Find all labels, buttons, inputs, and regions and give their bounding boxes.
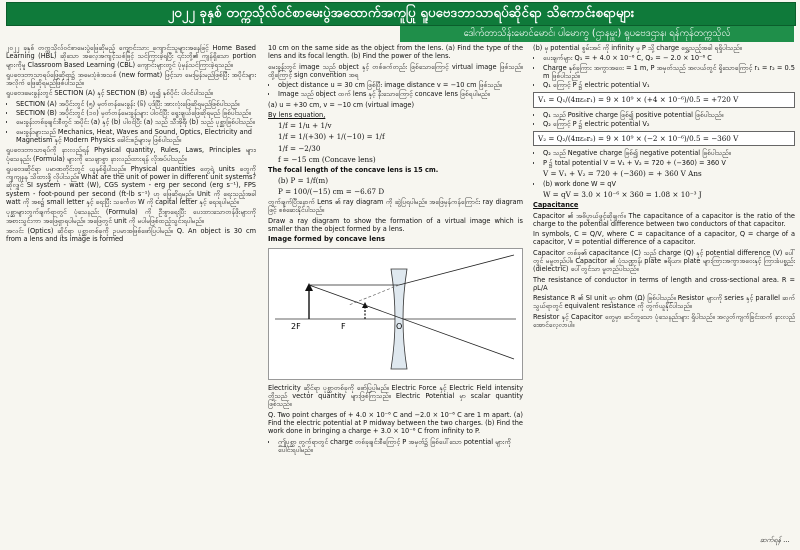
list-item: • Q₂ သည် Negative charge ဖြစ်၍ negative potential ဖြစ်ပါသည်။	[543, 149, 795, 157]
ray-diagram	[269, 249, 522, 377]
equation: 1/f = 1/(+30) + 1/(−10) = 1/f	[278, 132, 385, 142]
paragraph: ၂၀၂၂ ခုနှစ် တက္ကသိုလ်ဝင်စာမေးပွဲဖြေဆိုမည့် ကျောင်းသား ကျောင်းသူများအနေဖြင့် Home Based Learning (HBL) ဆိုသော အလေ့အကျင့်သစ်ဖြင့် သင်ကြားခဲ့ရပြီး ၎င်းတို့၏ ကျန်ရှိသော portion များကိုမူ Classroom Based Learning (CBL) ကျောင်းများတွင် ပုံမှန်သင်ကြားခဲ့ရသည်။	[6, 44, 256, 69]
list-item: • Q₂ ကြောင့် P ၌ electric potential V₂	[543, 120, 795, 128]
page-title: ၂၀၂၂ ခုနှစ် တက္ကသိုလ်ဝင်စာမေးပွဲအထောက်အကူပြု ရူပဗေဒဘာသာရပ်ဆိုင်ရာ သိကောင်းစရာများ	[167, 6, 635, 21]
list-item: • Image သည် object ထက် lens နှင့် နီးသောကြောင့် concave lens ဖြစ်ရပါမည်။	[278, 90, 523, 98]
math-block	[278, 121, 523, 163]
paragraph: Resistor နှင့် Capacitor တွေမှာ ဆင်တူသော ပုံသေနည်းများ ရှိပါသည်။ အလွတ်ကျက်ခြင်းထက် နားလည်အောင်လေ့လာပါ။	[533, 312, 795, 330]
title-banner	[6, 2, 796, 26]
bullet-list	[543, 111, 795, 129]
bullet-list	[278, 438, 523, 455]
list-item: • P ၌ total potential V = V₁ + V₂ = 720 + (−360) = 360 V	[543, 159, 795, 167]
section-heading: Capacitance	[533, 201, 579, 210]
paragraph: Electricity ဆိုင်ရာ ပုစ္ဆာတစ်ခုကို ဖော်ပြပါမည်။ Electric Force နှင့် Electric Field intensity တို့သည် vector quantity များဖြစ်ကြသည်။ Electric Potential မှာ scalar quantity ဖြစ်သည်။	[268, 383, 523, 409]
list-item: • မေးခွန်းများသည် Mechanics, Heat, Waves and Sound, Optics, Electricity and Magnetism နှင့် Modern Physics ခေါင်းစဉ်များမှ ဖြစ်ပါသည်။	[16, 128, 256, 145]
list-item: • Q₁ သည် Positive charge ဖြစ်၍ positive potential ဖြစ်ပါသည်။	[543, 111, 795, 119]
equation-box: V₂ = Q₂/(4πε₀r₂) = 9 × 10⁹ × (−2 × 10⁻⁶)/0.5 = −360 V	[533, 131, 795, 146]
optical-center-label: O	[396, 321, 403, 331]
paragraph: တွက်ချက်ပြီးနောက် Lens ၏ ray diagram ကို ဆွဲပြရပါမည်။ အဖြေမှန်ကန်ကြောင်း ray diagram ဖြင့် စစ်ဆေးနိုင်ပါသည်။	[268, 198, 523, 215]
list-item: • object distance u = 30 cm ဖြစ်ပြီး image distance v = −10 cm ဖြစ်သည်။	[278, 81, 523, 89]
ray-diverging	[399, 255, 514, 285]
focal-point-label: F	[341, 321, 346, 331]
paragraph: အလင်း (Optics) ဆိုင်ရာ ပုစ္ဆာတစ်ခုကို ဥပမာအဖြစ်ဖော်ပြပါမည်။ Q. An object is 30 cm from a lens and its image is formed	[6, 226, 256, 244]
math-block	[278, 176, 523, 196]
paragraph: ရူပဗေဒဘာသာရပ်ကို နားလည်ရန် Physical quantity, Rules, Laws, Principles များ၊ ပုံသေနည်း (Formula) များကို သေချာစွာ နားလည်ထားရန် လိုအပ်ပါသည်။	[6, 146, 256, 163]
equation: W = qV = 3.0 × 10⁻⁶ × 360 = 1.08 × 10⁻³ J	[543, 190, 702, 200]
paragraph: The resistance of conductor in terms of length and cross-sectional area. R = ρL/A	[533, 275, 795, 292]
given-values: (a) u = +30 cm, v = −10 cm (virtual image)	[268, 100, 415, 109]
equation: (b) P = 1/f(m)	[278, 175, 329, 185]
list-item: • (b) work done W = qV	[543, 180, 795, 188]
bullet-list	[543, 54, 795, 89]
ray-diagram-figure	[268, 248, 523, 380]
paragraph: Resistance R ၏ SI unit မှာ ohm (Ω) ဖြစ်ပါသည်။ Resistor များကို series နှင့် parallel ဆက်သွယ်ရာတွင် equivalent resistance ကို တွက်ယူနိုင်ပါသည်။	[533, 294, 795, 311]
ray-through-center	[309, 285, 514, 359]
list-item: • Q₁ ကြောင့် P ၌ electric potential V₁	[543, 81, 795, 89]
column-3	[533, 44, 795, 544]
list-item: • မေးခွန်းတစ်ခုချင်းစီတွင် အပိုင်း (a) နှင့် (b) ပါဝင်ပြီး (a) သည် သီအိုရီ၊ (b) သည် ပုစ္ဆာဖြစ်ပါသည်။	[16, 118, 256, 126]
list-item: • Charge နှစ်ခုကြား အကွာအဝေး = 1 m, P အမှတ်သည် အလယ်တွင် ရှိသောကြောင့် r₁ = r₂ = 0.5 m ဖြစ်ပါသည်။	[543, 64, 795, 81]
paragraph: ရူပဗေဒမေးခွန်းတွင် SECTION (A) နှင့် SECTION (B) ဟူ၍ နှစ်ပိုင်း ပါဝင်ပါသည်။	[6, 89, 213, 98]
equation-box: V₁ = Q₁/(4πε₀r₁) = 9 × 10⁹ × (+4 × 10⁻⁶)/0.5 = +720 V	[533, 92, 795, 107]
list-item: • SECTION (B) အပိုင်းတွင် (၁၀) မှတ်တန်မေးခွန်းများ ပါဝင်ပြီး ရွေးချယ်ဖြေဆိုရမည် ဖြစ်ပါသည်။	[16, 109, 256, 117]
bullet-list	[543, 149, 795, 167]
object-arrowhead	[305, 283, 313, 291]
list-item: • SECTION (A) အပိုင်းတွင် (၅) မှတ်တန်မေးခွန်း (၆) ပုဒ်ပြီး အားလုံးဖြေဆိုရမည်ဖြစ်ပါသည်။	[16, 100, 256, 108]
paragraph: In symbols, C = Q/V, where C = capacitance of a capacitor, Q = charge of a capacitor, V = potential difference of a capacitor.	[533, 230, 795, 247]
bullet-list	[278, 81, 523, 99]
list-item: • ပေးချက်များ Q₁ = + 4.0 × 10⁻⁶ C, Q₂ = − 2.0 × 10⁻⁶ C	[543, 54, 795, 62]
equation: 1/f = 1/u + 1/v	[278, 121, 332, 131]
continued-note: ဆက်ရန် ...	[759, 536, 790, 544]
list-item: • ဤပုစ္ဆာ တွက်ရာတွင် charge တစ်ခုချင်းစီကြောင့် P အမှတ်၌ ဖြစ်ပေါ်သော potential များကို ပေါင်းရပါမည်။	[278, 438, 523, 455]
column-2	[268, 44, 523, 544]
author-byline: ဒေါက်တာသိန်းမောင်မောင်၊ ပါမောက္ခ (ဌာနမှူး) ရူပဗေဒဌာန၊ ရန်ကုန်တက္ကသိုလ်	[463, 28, 731, 39]
paragraph: ရူပဗေဒဆိုင်ရာ ပမာဏတိုင်းတွင် ယူနစ်ရှိပါသည်။ Physical quantities တွေရဲ့ units တွေကို ကျကျနန သိထားဖို့ လိုပါသည်။ What are the unit of power in different unit systems? ဆိုလျှင် SI system - watt (W), CGS system - erg per second (erg s⁻¹), FPS system - foot-pound per second (ft-lb s⁻¹) ဟု ဖြေဆိုရမည်။ Unit ကို ရေးသည့်အခါ watt ကို အစ၌ small letter နှင့် ရေးပြီး သင်္ကေတ W ကို capital letter နှင့် ရေးရပါမည်။	[6, 164, 256, 207]
paragraph: (b) မှ potential စွမ်းအင် ကို infinity မှ P သို့ charge ရွှေ့သည့်အခါ ရရှိပါသည်။	[533, 44, 742, 52]
paragraph: မေးခွန်းတွင် image သည် object နှင့် တစ်ဖက်တည်း ဖြစ်သောကြောင့် virtual image ဖြစ်သည်။ ထို့ကြောင့် sign convention အရ	[268, 62, 523, 79]
twice-focal-label: 2F	[291, 321, 301, 331]
question-text: Q. Two point charges of + 4.0 × 10⁻⁶ C and −2.0 × 10⁻⁶ C are 1 m apart. (a) Find the electric potential at P midway between the two charges. (b) Find the work done in bringing a charge + 3.0 × 10⁻⁶ C from infinity to P.	[268, 410, 523, 436]
paragraph: Capacitor တစ်ခု၏ capacitance (C) သည် charge (Q) နှင့် potential difference (V) ပေါ်တွင် မမူတည်ပါ။ Capacitor ၏ ပုံသဏ္ဌာန်၊ plate ဧရိယာ၊ plate များကြားအကွာအဝေးနှင့် ကြားခံပစ္စည်း (dielectric) ပေါ်တွင်သာ မူတည်ပါသည်။	[533, 248, 795, 274]
question-text: 10 cm on the same side as the object from the lens. (a) Find the type of the lens and its focal length. (b) Find the power of the lens.	[268, 44, 523, 61]
equation: f = −15 cm (Concave lens)	[278, 154, 376, 164]
section-list	[16, 100, 256, 144]
paragraph: ရူပဗေဒဘာသာရပ်ဖြေဆိုရာ၌ အမေးပုံစံအသစ် (new format) ဖြင့်သာ မေးမြန်းမည်ဖြစ်ပြီး အပိုင်းများအလိုက် ဖြေဆိုရမည်ဖြစ်ပါသည်။	[6, 70, 256, 88]
paragraph: Capacitor ၏ အဓိပ္ပာယ်ဖွင့်ဆိုချက်။ The capacitance of a capacitor is the ratio of the charge to the potential difference between two conductors of that capacitor.	[533, 211, 795, 228]
equation: 1/f = −2/30	[278, 143, 321, 153]
lens-equation-label: By lens equation,	[268, 111, 326, 120]
equation: V = V₁ + V₂ = 720 + (−360) = + 360 V Ans	[543, 168, 702, 178]
equation: P = 100/(−15) cm = −6.67 D	[278, 186, 385, 196]
subtitle-banner	[400, 26, 794, 42]
figure-caption: Image formed by concave lens	[268, 235, 385, 244]
bullet-list	[543, 180, 795, 188]
result-text: The focal length of the concave lens is 15 cm.	[268, 165, 439, 174]
question-text: Draw a ray diagram to show the formation of a virtual image which is smaller than the object formed by a lens.	[268, 216, 523, 233]
column-1	[6, 44, 256, 544]
paragraph: ပုစ္ဆာများတွက်ချက်ရာတွင် ပုံသေနည်း (Formula) ကို ဦးစွာရေးပြီး ပေးထားသောတန်ဖိုးများကို အစားသွင်းကာ အဖြေရှာရပါမည်။ အဖြေတွင် unit ကို မပါမဖြစ်ထည့်သွင်းရပါမည်။	[6, 208, 256, 225]
